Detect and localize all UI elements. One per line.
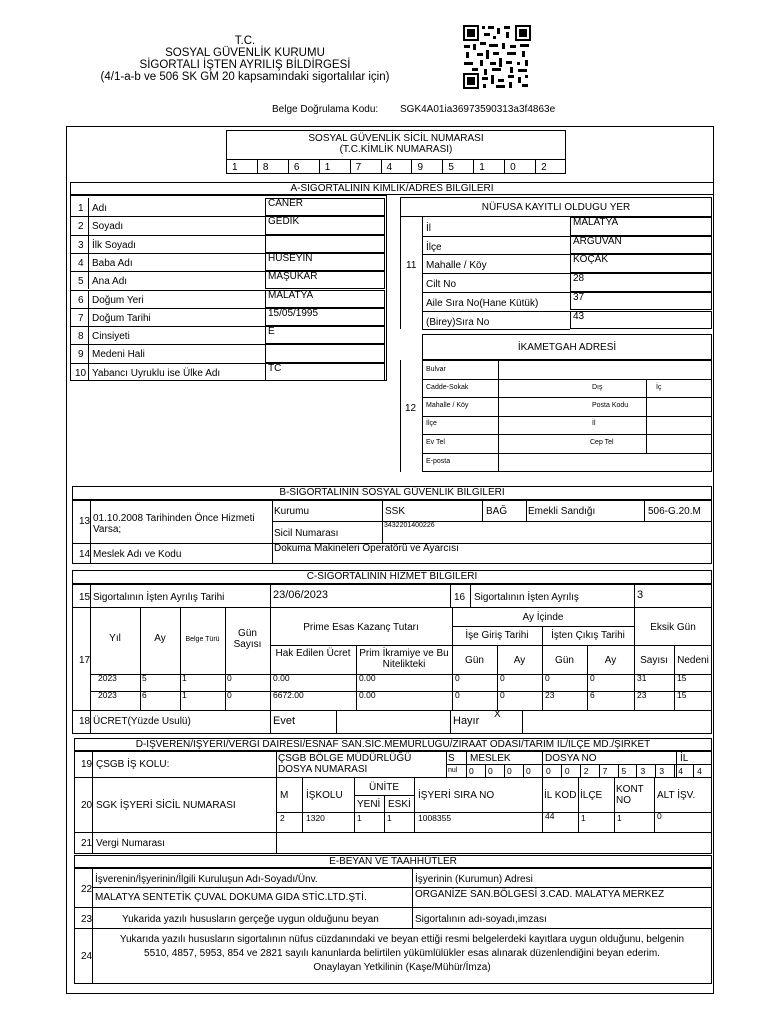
header-tc: T.C. [234, 35, 256, 47]
service-cell: 31 [637, 673, 647, 683]
section-d-title: D-İŞVEREN/İŞYERİ/VERGİ DAİRESİ/ESNAF SAN.SİC.MEMURLUĞU/ZİRAAT ODASI/TARIM İL/İLÇE MD./ŞİRKET [74, 738, 712, 751]
identity-row-no: 4 [78, 257, 84, 269]
section-a-title: A-SİGORTALININ KİMLİK/ADRES BİLGİLERİ [70, 182, 714, 195]
ssn-digit: 1 [232, 162, 238, 173]
th-sayisi: Sayısı [640, 655, 668, 666]
row15-value: 23/06/2023 [273, 589, 329, 601]
section-b-title: B-SİGORTALININ SOSYAL GÜVENLİK BİLGİLERİ [72, 486, 712, 500]
th-eski: ESKİ [388, 799, 411, 810]
row22-value2: ORGANİZE SAN.BÖLGESİ 3.CAD. MALATYA MERKEZ [415, 889, 665, 900]
nufus-row-label: Cilt No [426, 279, 457, 291]
nufus-row-divider [422, 236, 570, 237]
row14-label: Meslek Adı ve Kodu [93, 549, 182, 560]
th-gun-sayisi: Gün Sayısı [233, 628, 262, 650]
identity-row-divider [70, 271, 265, 272]
val-ilce: 1 [581, 813, 586, 823]
csgb-line2: DOSYA NUMARASI [278, 764, 368, 775]
identity-row-label: Adı [92, 203, 108, 214]
identity-row-label: Soyadı [92, 221, 124, 233]
th-sira: İŞYERİ SIRA NO [418, 790, 495, 801]
th-prime: Prime Esas Kazanç Tutarı [303, 622, 419, 633]
th-ilce: İLÇE [580, 790, 603, 801]
ssk-label: SSK [385, 506, 406, 517]
verify-code: SGK4A01ia36973590313a3f4863e [400, 104, 556, 115]
th-ilkod: İL KOD [544, 790, 577, 801]
nufus-row-value: 37 [573, 291, 585, 303]
header-institution: SOSYAL GÜVENLİK KURUMU [165, 47, 325, 59]
val-sira: 1008355 [418, 813, 452, 823]
th-gun3: Gün [555, 655, 574, 666]
identity-row-value: E [268, 326, 275, 338]
identity-value-box [265, 363, 385, 381]
th-eksik: Eksik Gün [650, 622, 696, 633]
service-cell: 6 [142, 690, 147, 700]
service-cell: 2023 [98, 673, 117, 683]
csgb-digit-divider [655, 764, 656, 777]
th-prim: Prim İkramiye ve Bu Nitelikteki [359, 648, 449, 670]
nufus-row-label: Aile Sıra No(Hane Kütük) [426, 297, 539, 309]
identity-row-value: CANER [268, 198, 304, 209]
th-hak: Hak Edilen Ücret [275, 648, 351, 659]
g20-label: 506-G.20.M [648, 506, 701, 517]
service-cell: 0 [227, 673, 232, 683]
row24-line2: 5510, 4857, 5953, 854 ve 2821 sayılı kanunlarda belirtilen yükümlülükler esas alınarak düzenlendiğini beyan ederim. [144, 948, 660, 959]
identity-value-box [265, 235, 385, 253]
service-cell: 15 [677, 673, 687, 683]
nufus-value-box [570, 292, 712, 311]
identity-no-divider [88, 216, 89, 234]
identity-no-divider [88, 326, 89, 344]
csgb-digit-divider [580, 764, 581, 777]
csgb-dosya-digit: 2 [583, 766, 589, 776]
identity-no-divider [88, 271, 89, 289]
ssn-digit-divider [288, 159, 289, 174]
service-cell: 6672.00 [273, 690, 304, 700]
identity-row-divider [70, 253, 265, 254]
csgb-il: İL [680, 753, 689, 764]
identity-no-divider [88, 308, 89, 326]
emekli-label: Emekli Sandığı [528, 506, 596, 517]
identity-row-label: Doğum Tarihi [92, 312, 151, 324]
ucret-hayir: Hayır [453, 715, 480, 727]
service-cell: 15 [677, 690, 687, 700]
csgb-meslek-digit: 0 [507, 766, 512, 776]
qr-code-icon [462, 24, 532, 90]
row13-no: 13 [79, 516, 91, 527]
identity-row-value: GEDİK [268, 216, 300, 228]
identity-value-box [265, 326, 385, 344]
csgb-digit-divider [561, 764, 562, 777]
row18-label: ÜCRET(Yüzde Usulü) [93, 716, 191, 727]
row19-label: ÇSGB İŞ KOLU: [96, 759, 170, 770]
ssn-digit: 2 [541, 162, 547, 173]
identity-row-no: 7 [78, 312, 84, 324]
th-belge: Belge Türü [185, 636, 220, 643]
nufus-row-label: (Birey)Sıra No [426, 316, 490, 328]
kurumu-label: Kurumu [274, 506, 310, 517]
identity-row-value: HÜSEYİN [268, 252, 313, 264]
identity-row-no: 2 [78, 221, 84, 233]
row14-no: 14 [79, 549, 91, 560]
nufus-row-label: İlçe [426, 241, 442, 253]
csgb-meslek-digit: 0 [469, 766, 474, 776]
identity-no-divider [88, 344, 89, 362]
csgb-nul: nul [448, 767, 458, 774]
identity-row-no: 3 [78, 239, 84, 251]
th-kont: KONT NO [616, 784, 644, 806]
eposta-label: E-posta [426, 458, 451, 465]
service-cell: 0 [545, 673, 550, 683]
row16-value: 3 [637, 589, 644, 601]
csgb-meslek: MESLEK [470, 753, 511, 764]
identity-row-no: 1 [78, 203, 84, 214]
identity-row-no: 6 [78, 294, 84, 306]
row22-label1: İşverenin/İşyerinin/İlgili Kuruluşun Adı-Soyadı/Ünv. [95, 874, 318, 885]
th-ay-icinde: Ay İçinde [522, 612, 564, 623]
row18-no: 18 [79, 716, 91, 727]
identity-row-label: Doğum Yeri [92, 294, 144, 306]
csgb-meslek-digit: 0 [488, 766, 493, 776]
csgb-digit-divider [523, 764, 524, 777]
row20-no: 20 [81, 800, 93, 811]
nufus-row-value: 43 [573, 310, 585, 322]
ssn-digit-divider [411, 159, 412, 174]
posta-label: Posta Kodu [592, 402, 629, 409]
service-cell: 5 [142, 673, 147, 683]
th-ay3: Ay [604, 655, 617, 666]
service-cell: 2023 [98, 690, 117, 700]
nufus-row-label: İl [426, 223, 431, 234]
identity-row-label: Yabancı Uyruklu ise Ülke Adı [92, 367, 221, 379]
service-cell: 0.00 [359, 673, 376, 683]
ceptel-label: Cep Tel [590, 439, 614, 446]
ssn-digit-divider [350, 159, 351, 174]
th-nedeni: Nedeni [677, 655, 709, 666]
identity-row-no: 5 [78, 276, 84, 288]
ssn-digit: 6 [293, 162, 300, 173]
service-cell: 1 [182, 690, 187, 700]
identity-row-value: MALATYA [268, 289, 314, 301]
ssn-digit: 9 [417, 162, 424, 173]
ilce-label: İlçe [426, 420, 437, 427]
ssn-digit-divider [535, 159, 536, 174]
ssn-digit-divider [504, 159, 505, 174]
th-alt: ALT İŞV. [657, 790, 696, 801]
ssn-digit-divider [319, 159, 320, 174]
csgb-dosya-digit: 0 [564, 766, 570, 776]
identity-row-divider [70, 216, 265, 217]
section-c-title: C-SİGORTALININ HİZMET BİLGİLERİ [72, 570, 712, 584]
identity-row-value: MAŞUKAR [268, 271, 318, 283]
nufus-row-divider [422, 254, 570, 255]
csgb-digit-divider [504, 764, 505, 777]
bulvar-label: Bulvar [426, 366, 446, 373]
row20-label: SGK İŞYERİ SİCİL NUMARASI [96, 800, 236, 811]
row23-no: 23 [81, 914, 93, 925]
csgb-line1: ÇSGB BÖLGE MÜDÜRLÜĞÜ [278, 753, 412, 764]
row15-label: Sigortalının İşten Ayrılış Tarihi [93, 592, 225, 603]
identity-row-label: Baba Adı [92, 257, 133, 269]
ic-label: İç [656, 384, 662, 391]
row19-no: 19 [81, 759, 93, 770]
service-cell: 1 [182, 673, 187, 683]
row16-no: 16 [454, 592, 466, 603]
service-cell: 0.00 [359, 690, 376, 700]
row23-label2: Sigortalının adı-soyadı,imzası [415, 914, 547, 925]
nufus-row-divider [422, 273, 570, 274]
ssn-digit: 1 [479, 162, 485, 173]
service-cell: 0 [455, 673, 460, 683]
row13-label: 01.10.2008 Tarihinden Önce Hizmeti Varsa; [93, 513, 255, 535]
evtel-label: Ev Tel [426, 439, 445, 446]
val-eski: 1 [387, 813, 392, 823]
csgb-dosya-digit: 3 [640, 766, 646, 776]
identity-row-divider [70, 363, 265, 364]
identity-row-value: TC [268, 362, 282, 374]
csgb-dosya: DOSYA NO [545, 753, 597, 764]
th-yeni: YENİ [357, 799, 381, 810]
row22-value1: MALATYA SENTETİK ÇUVAL DOKUMA GIDA STİC.LTD.ŞTİ. [95, 892, 367, 903]
identity-row-no: 9 [78, 349, 84, 361]
identity-row-label: Ana Adı [92, 276, 128, 288]
csgb-digit-divider [636, 764, 637, 777]
service-cell: 23 [637, 690, 647, 700]
val-yeni: 1 [357, 813, 362, 823]
identity-row-divider [70, 326, 265, 327]
val-m: 2 [280, 813, 285, 823]
csgb-dosya-digit: 0 [546, 766, 551, 776]
nufus-row-divider [422, 311, 570, 312]
nufus-row-divider [422, 329, 570, 330]
row21-label: Vergi Numarası [96, 838, 165, 849]
row24-line3: Onaylayan Yetkilinin (Kaşe/Mühür/İmza) [313, 962, 491, 973]
nufus-row-value: MALATYA [573, 217, 619, 228]
dis-label: Dış [592, 384, 603, 391]
identity-row-no: 8 [78, 331, 84, 343]
csgb-digit-divider [485, 764, 486, 777]
row24-line1: Yukarıda yazılı hususların sigortalının nüfus cüzdanındaki ve beyan ettiği resmi belgelerdeki kayıtlara uygun olduğunu, belgenin [119, 934, 685, 945]
service-cell: 0.00 [273, 673, 290, 683]
nufus-title: NÜFUSA KAYITLI OLDUGU YER [481, 202, 631, 213]
th-unite: ÜNİTE [369, 782, 399, 793]
ucret-hayir-mark: X [494, 709, 501, 720]
cadde-label: Cadde-Sokak [426, 384, 469, 391]
row16-label: Sigortalının İşten Ayrılış [474, 592, 579, 603]
ikamet-no: 12 [405, 403, 417, 414]
val-alt: 0 [657, 811, 662, 821]
th-yil: Yıl [109, 633, 121, 644]
bag-label: BAĞ [486, 506, 508, 517]
row24-no: 24 [81, 951, 93, 962]
ssn-digit-divider [257, 159, 258, 174]
service-cell: 0 [227, 690, 232, 700]
nufus-row-value: ARGUVAN [573, 235, 622, 247]
csgb-dosya-digit: 4 [678, 766, 683, 776]
identity-row-label: İlk Soyadı [92, 239, 136, 251]
val-kont: 1 [617, 813, 622, 823]
csgb-digit-divider [618, 764, 619, 777]
csgb-dosya-digit: 4 [697, 766, 702, 776]
ssn-digit: 4 [386, 162, 393, 173]
identity-row-divider [70, 290, 265, 291]
service-cell: 0 [500, 673, 505, 683]
service-cell: 23 [545, 690, 555, 700]
csgb-s: S [448, 753, 455, 764]
th-m: M [280, 790, 289, 801]
sicil-value: 3432201400226 [384, 522, 435, 529]
identity-no-divider [88, 253, 89, 271]
ssn-digit: 8 [262, 162, 269, 173]
identity-row-divider [70, 344, 265, 345]
nufus-row-divider [422, 292, 570, 293]
header-form-title: SİGORTALI İŞTEN AYRILIŞ BİLDİRGESİ [139, 59, 351, 71]
ssn-title: SOSYAL GÜVENLİK SİCİL NUMARASI [308, 133, 484, 144]
service-cell: 0 [590, 673, 595, 683]
ssn-digit-divider [473, 159, 474, 174]
th-iskolu: İŞKOLU [306, 790, 343, 801]
il-label: İl [592, 420, 596, 427]
ikamet-title: İKAMETGAH ADRESİ [517, 342, 617, 353]
row22-no: 22 [81, 884, 93, 895]
nufus-row-label: Mahalle / Köy [426, 260, 487, 272]
val-ilkod: 44 [545, 811, 555, 821]
csgb-meslek-digit: 0 [526, 766, 531, 776]
identity-no-divider [88, 290, 89, 308]
csgb-dosya-digit: 7 [602, 766, 608, 776]
service-cell: 0 [500, 690, 505, 700]
identity-row-label: Medeni Hali [92, 349, 145, 361]
sicil-label: Sicil Numarası [274, 528, 339, 539]
row17-no: 17 [79, 655, 91, 666]
mahalle-label: Mahalle / Köy [426, 402, 469, 409]
ssn-digit: 1 [324, 162, 331, 173]
csgb-digit-divider [693, 764, 694, 777]
ssn-digit: 7 [355, 162, 362, 173]
csgb-dosya-digit: 5 [621, 766, 627, 776]
identity-row-divider [70, 235, 265, 236]
ssn-digit-divider [381, 159, 382, 174]
th-cikis: İşten Çıkış Tarihi [551, 630, 625, 641]
identity-no-divider [88, 235, 89, 253]
th-ay2: Ay [513, 655, 526, 666]
identity-no-divider [88, 198, 89, 216]
ssn-digit: 5 [448, 162, 454, 173]
csgb-digit-divider [599, 764, 600, 777]
nufus-value-box [570, 273, 712, 292]
val-iskolu: 1320 [306, 813, 325, 823]
th-ay: Ay [154, 633, 166, 644]
identity-row-value: 15/05/1995 [268, 307, 319, 319]
th-gun2: Gün [465, 655, 484, 666]
row23-label1: Yukarida yazılı hususların gerçeğe uygun olduğunu beyan [122, 914, 379, 925]
header-scope: (4/1-a-b ve 506 SK GM 20 kapsamındaki sigortalılar için) [100, 71, 390, 83]
row21-no: 21 [81, 838, 93, 849]
identity-row-label: Cinsiyeti [92, 331, 130, 343]
th-giris: İşe Giriş Tarihi [465, 630, 529, 641]
nufus-value-box [570, 311, 712, 330]
service-cell: 6 [590, 690, 595, 700]
ssn-digit-divider [442, 159, 443, 174]
row14-value: Dokuma Makineleri Operatörü ve Ayarcısı [274, 543, 459, 554]
nufus-row-value: 28 [573, 273, 585, 285]
row22-label2: İşyerinin (Kurumun) Adresi [415, 874, 533, 885]
section-e-title: E-BEYAN VE TAAHHÜTLER [74, 855, 712, 868]
nufus-no: 11 [406, 260, 417, 271]
ssn-subtitle: (T.C.KİMLİK NUMARASI) [339, 144, 453, 155]
identity-no-divider [88, 363, 89, 381]
ucret-evet: Evet [273, 715, 296, 727]
verify-label: Belge Doğrulama Kodu: [272, 104, 379, 115]
ssn-digit: 0 [510, 162, 516, 173]
identity-row-no: 10 [75, 367, 87, 379]
identity-value-box [265, 344, 385, 362]
row15-no: 15 [79, 592, 91, 603]
service-cell: 0 [455, 690, 460, 700]
identity-row-divider [70, 308, 265, 309]
csgb-dosya-digit: 3 [659, 766, 665, 776]
nufus-row-value: KOÇAK [573, 254, 609, 266]
csgb-digit-divider [674, 764, 675, 777]
